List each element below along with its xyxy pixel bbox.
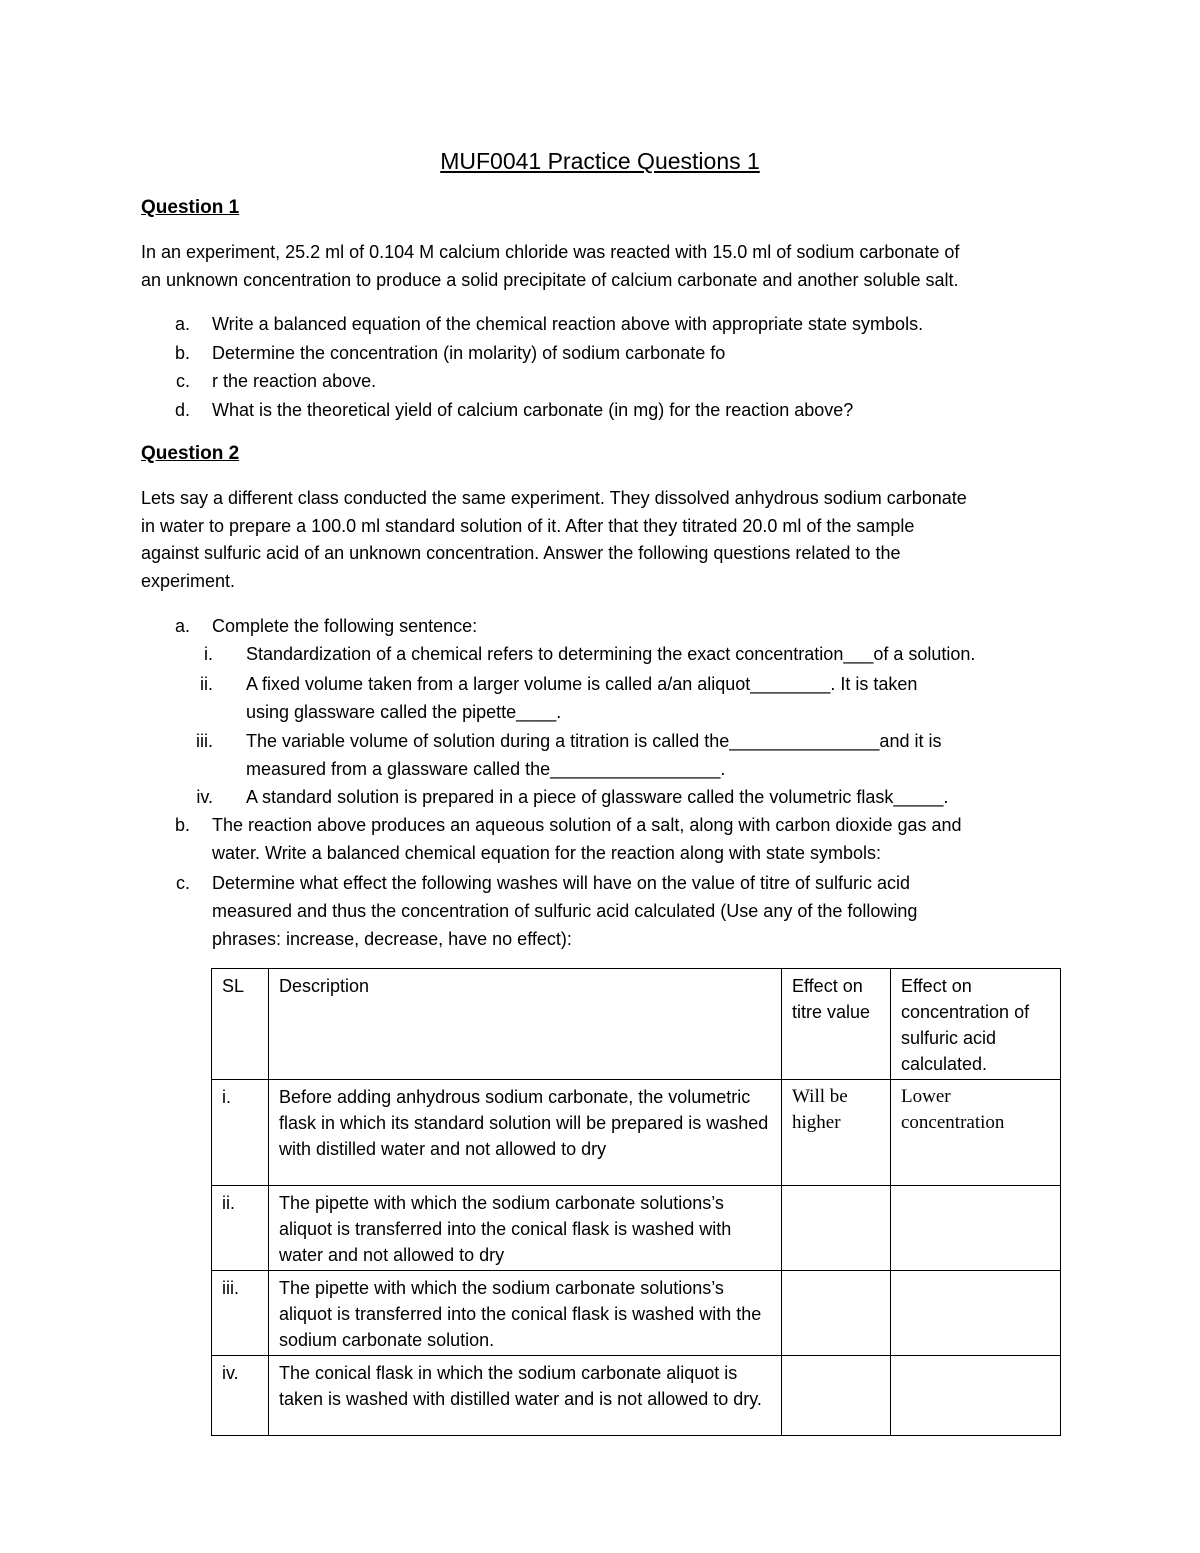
row-titre-effect: Will be higher	[782, 1080, 891, 1186]
row-sl: i.	[212, 1080, 269, 1186]
header-titre-effect: Effect on titre value	[782, 969, 891, 1080]
question-2-intro	[141, 485, 1071, 595]
table-row	[212, 1080, 1061, 1186]
intro-line: In an experiment, 25.2 ml of 0.104 M calcium chloride was reacted with 15.0 ml of sodium carbonate of	[141, 242, 960, 262]
question-2-heading: Question 2	[141, 443, 240, 464]
table-row	[212, 1356, 1061, 1436]
question-1-heading: Question 1	[141, 197, 240, 218]
header-description: Description	[269, 969, 782, 1080]
intro-line: in water to prepare a 100.0 ml standard solution of it. After that they titrated 20.0 ml of the sample	[141, 515, 915, 536]
header-sl: SL	[212, 969, 269, 1080]
row-concentration-effect: Lower concentration	[891, 1080, 1061, 1186]
intro-line: Lets say a different class conducted the same experiment. They dissolved anhydrous sodium carbonate	[141, 488, 967, 508]
question-1-intro	[141, 239, 1071, 294]
table-header-row	[212, 969, 1061, 1080]
row-concentration-effect	[891, 1356, 1061, 1436]
row-description: The pipette with which the sodium carbonate solutions’s aliquot is transferred into the conical flask is washed with water and not allowed to dry	[269, 1186, 782, 1271]
table-row	[212, 1186, 1061, 1271]
row-concentration-effect	[891, 1186, 1061, 1271]
row-titre-effect	[782, 1356, 891, 1436]
document-page: MUF0041 Practice Questions 1 Question 1 In an experiment, 25.2 ml of 0.104 M calcium chloride was reacted with 15.0 ml of sodium carbonate of an unknown concentration to produce a solid precipitate of calcium carbonate and another soluble salt. a. Write a balanced equation of the chemical reaction above with appropriate state symbols. b. Determine the concentration (in molarity) of sodium carbonate fo c. r the reaction above. d. What is the theoretical yield of calcium carbonate (in mg) for the reaction above? Question 2 Lets say a different class conducted the same experiment. They dissolved anhydrous sodium carbonate in water to prepare a 100.0 ml standard solution of it. After that they titrated 20.0 ml of the sample against sulfuric acid of an unknown concentration. Answer the following questions related to the experiment. a. Complete the following sentence: i. Standardization of a chemical refers to determining the exact concentration___of a solution. ii. A fixed volume taken from a larger volume is called a/an aliquot________. It is taken using glassware called the pipette____. iii. The variable volume of solution during a titration is called the_______________and it is measured from a glassware called the_________________. iv. A standard solution is prepared in a piece of glassware called the volumetric flask_____. b. The reaction above produces an aqueous solution of a salt, along with carbon dioxide gas and water. Write a balanced chemical equation for the reaction along with state symbols: c. Determine what effect the following washes will have on the value of titre of sulfuric acid measured and thus the concentration of sulfuric acid calculated (Use any of the following phrases: increase, decrease, have no effect): SL Description Effect on titre value Effect on concentration of sulfuric acid calculated. i. Before adding anhydrous sodium carbonate, the volumetric flask in which its standard solution will be prepared is washed with distilled water and not allowed to dry Will be higher Lower concentration ii. The pipette with which the sodium carbonate solutions’s aliquot is transferred into the conical flask is washed with water and not allowed to dry iii. The pipette with which the sodium carbonate solutions’s aliquot is transferred into the conical flask is washed with the sodium carbonate solution. iv. The conical flask in which the sodium carbonate aliquot is taken is washed with distilled water and is not allowed to dry.	[0, 0, 1200, 1553]
row-sl: iv.	[212, 1356, 269, 1436]
table-row	[212, 1271, 1061, 1356]
intro-line: against sulfuric acid of an unknown concentration. Answer the following questions related to the	[141, 543, 901, 563]
row-description: The conical flask in which the sodium carbonate aliquot is taken is washed with distilled water and is not allowed to dry.	[269, 1356, 782, 1436]
row-description: The pipette with which the sodium carbonate solutions’s aliquot is transferred into the conical flask is washed with the sodium carbonate solution.	[269, 1271, 782, 1356]
row-description: Before adding anhydrous sodium carbonate, the volumetric flask in which its standard solution will be prepared is washed with distilled water and not allowed to dry	[269, 1080, 782, 1186]
row-sl: iii.	[212, 1271, 269, 1356]
row-concentration-effect	[891, 1271, 1061, 1356]
row-titre-effect	[782, 1271, 891, 1356]
header-concentration-effect: Effect on concentration of sulfuric acid calculated.	[891, 969, 1061, 1080]
intro-line: an unknown concentration to produce a solid precipitate of calcium carbonate and another soluble salt.	[141, 269, 959, 290]
row-titre-effect	[782, 1186, 891, 1271]
page-title: MUF0041 Practice Questions 1	[440, 148, 760, 174]
washes-effect-table	[211, 968, 1061, 1436]
row-sl: ii.	[212, 1186, 269, 1271]
intro-line: experiment.	[141, 570, 236, 591]
